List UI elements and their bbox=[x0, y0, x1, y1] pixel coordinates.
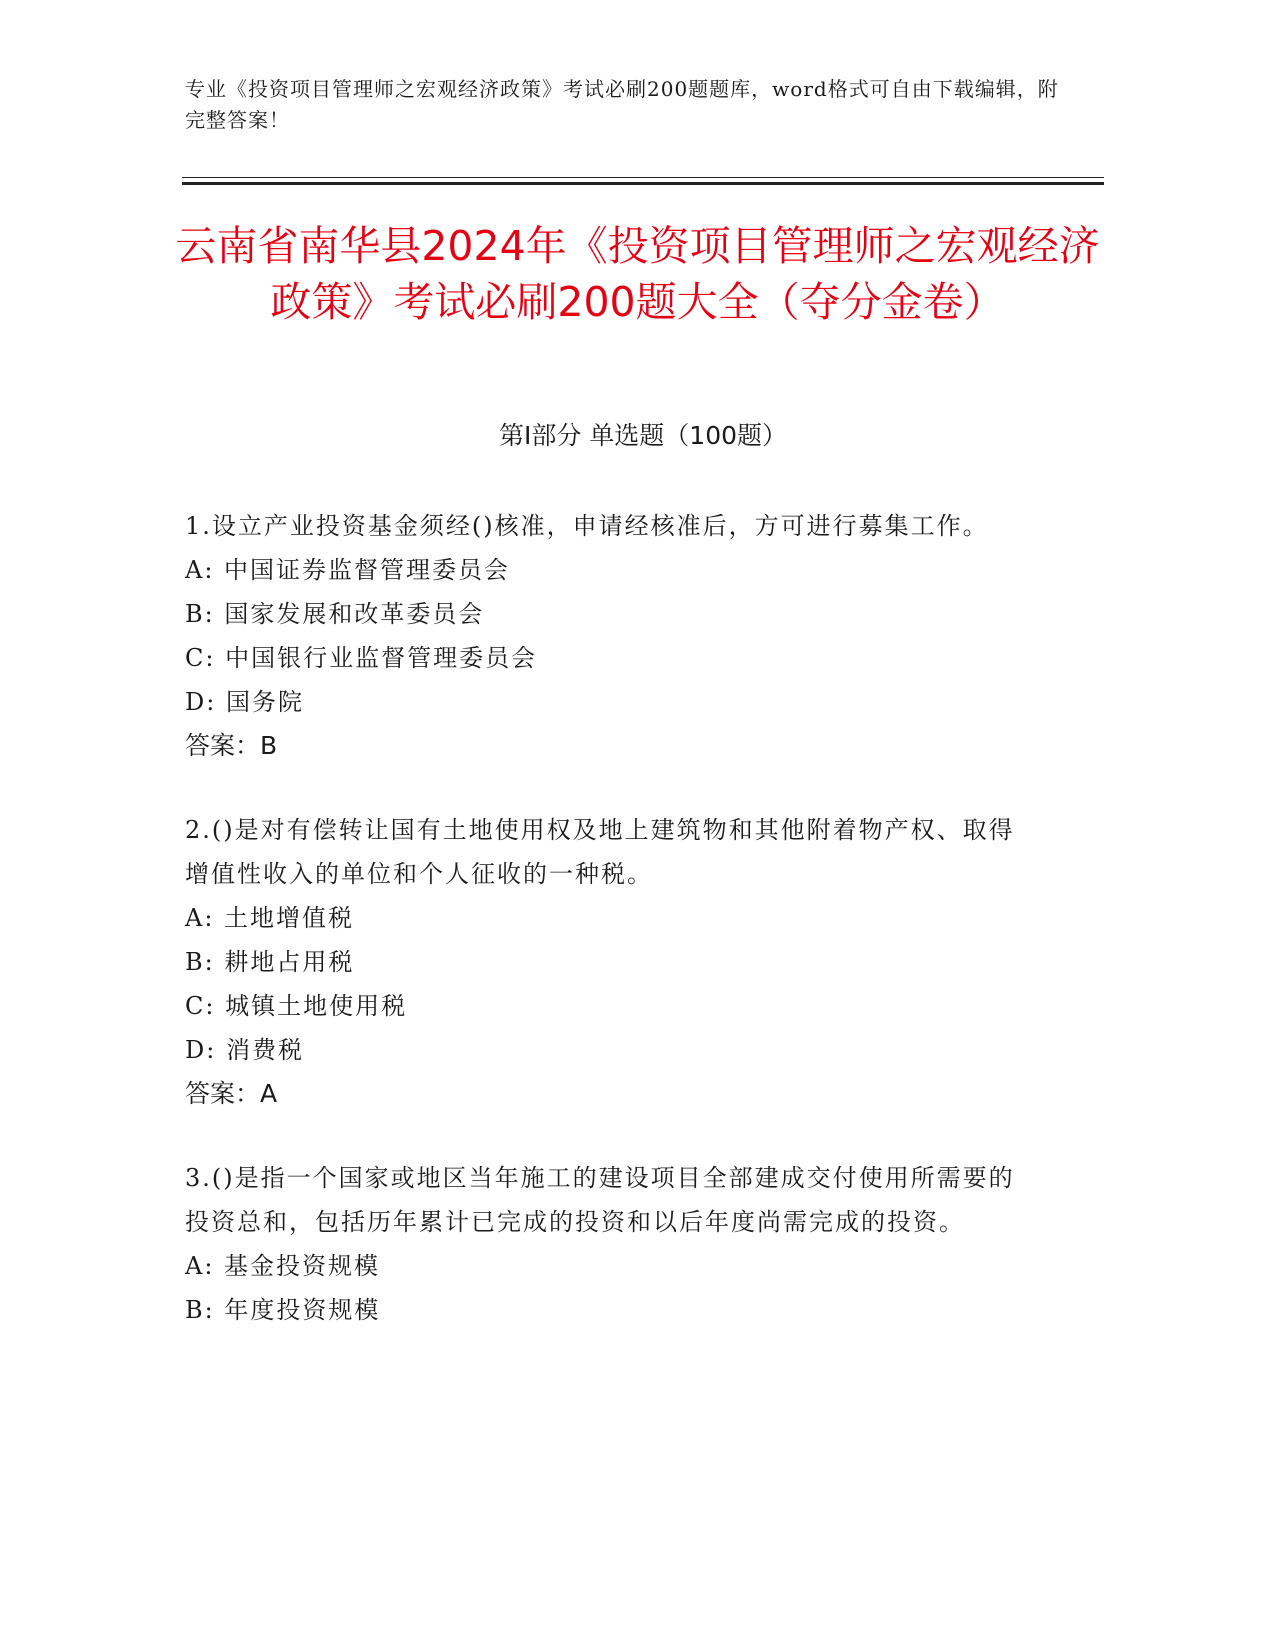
header-divider-thick bbox=[182, 182, 1104, 185]
option-d: D: 国务院 bbox=[185, 688, 304, 716]
question-list bbox=[185, 504, 1015, 1372]
question-item bbox=[185, 808, 1015, 1116]
document-title: 云南省南华县2024年《投资项目管理师之宏观经济政策》考试必刷200题大全（夺分金卷） bbox=[175, 222, 1100, 326]
header-note: 专业《投资项目管理师之宏观经济政策》考试必刷200题题库，word格式可自由下载编辑，附完整答案！ bbox=[185, 77, 1059, 132]
option-a: A: 基金投资规模 bbox=[185, 1252, 381, 1280]
question-text: 3.()是指一个国家或地区当年施工的建设项目全部建成交付使用所需要的投资总和，包括历年累计已完成的投资和以后年度尚需完成的投资。 bbox=[185, 1164, 1015, 1236]
option-b: B: 耕地占用税 bbox=[185, 948, 355, 976]
option-a: A: 土地增值税 bbox=[185, 904, 355, 932]
question-text: 1.设立产业投资基金须经()核准，申请经核准后，方可进行募集工作。 bbox=[185, 512, 989, 540]
option-c: C: 城镇土地使用税 bbox=[185, 992, 408, 1020]
question-item bbox=[185, 1156, 1015, 1332]
answer: 答案：A bbox=[185, 1079, 278, 1108]
option-d: D: 消费税 bbox=[185, 1036, 304, 1064]
section-heading: 第Ⅰ部分 单选题（100题） bbox=[498, 421, 788, 450]
option-a: A: 中国证券监督管理委员会 bbox=[185, 556, 511, 584]
question-text: 2.()是对有偿转让国有土地使用权及地上建筑物和其他附着物产权、取得增值性收入的单位和个人征收的一种税。 bbox=[185, 816, 1015, 888]
option-b: B: 年度投资规模 bbox=[185, 1296, 381, 1324]
option-b: B: 国家发展和改革委员会 bbox=[185, 600, 485, 628]
header-divider-thin bbox=[182, 177, 1104, 178]
question-item bbox=[185, 504, 1015, 768]
option-c: C: 中国银行业监督管理委员会 bbox=[185, 644, 538, 672]
answer: 答案：B bbox=[185, 731, 278, 760]
